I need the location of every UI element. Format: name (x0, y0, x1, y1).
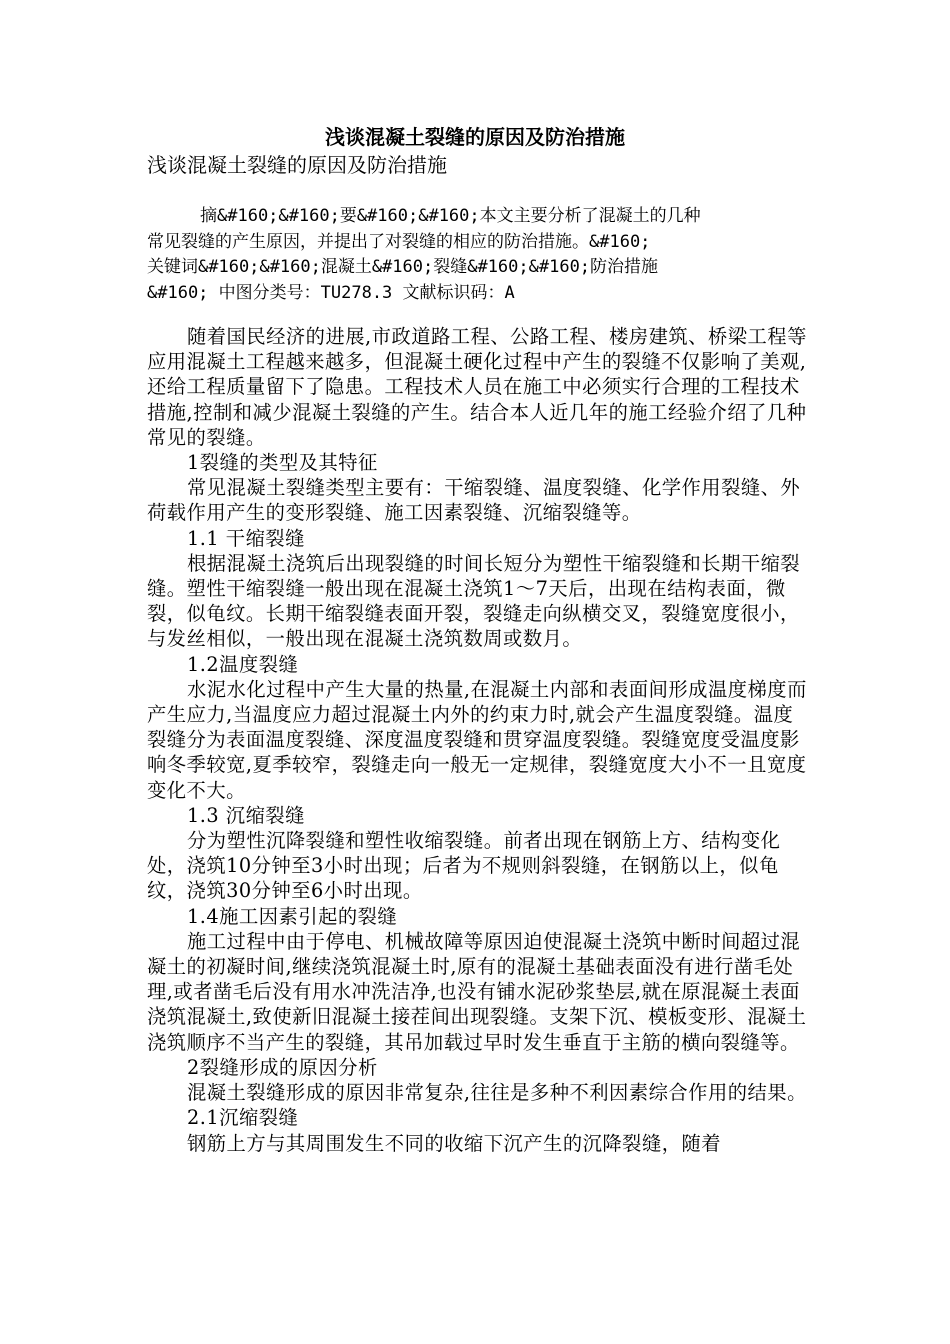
document-subtitle: 浅谈混凝土裂缝的原因及防治措施 (147, 153, 447, 177)
subsection-heading: 1.3 沉缩裂缝 (187, 803, 305, 827)
keywords-line: 关键词&#160;&#160;混凝土&#160;裂缝&#160;&#160;防治措施 (147, 257, 659, 277)
subsection-heading: 1.2温度裂缝 (187, 652, 299, 676)
abstract-line: 常见裂缝的产生原因，并提出了对裂缝的相应的防治措施。&#160; (147, 231, 651, 252)
document-title: 浅谈混凝土裂缝的原因及防治措施 (325, 125, 625, 149)
abstract-line: 摘&#160;&#160;要&#160;&#160;本文主要分析了混凝土的几种 (200, 206, 701, 226)
paragraph: 水泥水化过程中产生大量的热量,在混凝土内部和表面间形成温度梯度而产生应力,当温度应力超过混凝土内外的约束力时,就会产生温度裂缝。温度裂缝分为表面温度裂缝、深度温度裂缝和贯穿温度裂缝。裂缝宽度受温度影响冬季较宽,夏季较窄，裂缝走向一般无一定规律，裂缝宽度大小不一且宽度变化不大。 (147, 677, 807, 802)
document-body (147, 324, 807, 1156)
paragraph: 常见混凝土裂缝类型主要有：干缩裂缝、温度裂缝、化学作用裂缝、外荷载作用产生的变形裂缝、施工因素裂缝、沉缩裂缝等。 (147, 476, 801, 525)
paragraph: 根据混凝土浇筑后出现裂缝的时间长短分为塑性干缩裂缝和长期干缩裂缝。塑性干缩裂缝一般出现在混凝土浇筑1～7天后，出现在结构表面，微裂，似龟纹。长期干缩裂缝表面开裂，裂缝走向纵横交叉，裂缝宽度很小，与发丝相似，一般出现在混凝土浇筑数周或数月。 (147, 551, 801, 651)
classification-line: &#160; 中图分类号：TU278.3 文献标识码：A (147, 282, 515, 303)
subsection-heading: 1.4施工因素引起的裂缝 (187, 904, 398, 928)
paragraph: 钢筋上方与其周围发生不同的收缩下沉产生的沉降裂缝，随着 (187, 1131, 722, 1155)
section-heading: 2裂缝形成的原因分析 (187, 1055, 378, 1079)
paragraph: 分为塑性沉降裂缝和塑性收缩裂缝。前者出现在钢筋上方、结构变化处，浇筑10分钟至3小时出现；后者为不规则斜裂缝，在钢筋以上，似龟纹，浇筑30分钟至6小时出现。 (147, 829, 781, 903)
subsection-heading: 1.1 干缩裂缝 (187, 526, 305, 550)
subsection-heading: 2.1沉缩裂缝 (187, 1106, 299, 1130)
paragraph-intro: 随着国民经济的进展,市政道路工程、公路工程、楼房建筑、桥梁工程等应用混凝土工程越来越多，但混凝土硬化过程中产生的裂缝不仅影响了美观,还给工程质量留下了隐患。工程技术人员在施工中必须实行合理的工程技术措施,控制和减少混凝土裂缝的产生。结合本人近几年的施工经验介绍了几种常见的裂缝。 (147, 325, 807, 449)
abstract-block (147, 204, 827, 306)
paragraph: 施工过程中由于停电、机械故障等原因迫使混凝土浇筑中断时间超过混凝土的初凝时间,继续浇筑混凝土时,原有的混凝土基础表面没有进行凿毛处理,或者凿毛后没有用水冲洗洁净,也没有铺水泥砂浆垫层,就在原混凝土表面浇筑混凝土,致使新旧混凝土接茬间出现裂缝。支架下沉、模板变形、混凝土浇筑顺序不当产生的裂缝，其吊加载过早时发生垂直于主筋的横向裂缝等。 (147, 929, 807, 1054)
paragraph: 混凝土裂缝形成的原因非常复杂,往往是多种不利因素综合作用的结果。 (187, 1081, 807, 1105)
section-heading: 1裂缝的类型及其特征 (187, 451, 378, 475)
